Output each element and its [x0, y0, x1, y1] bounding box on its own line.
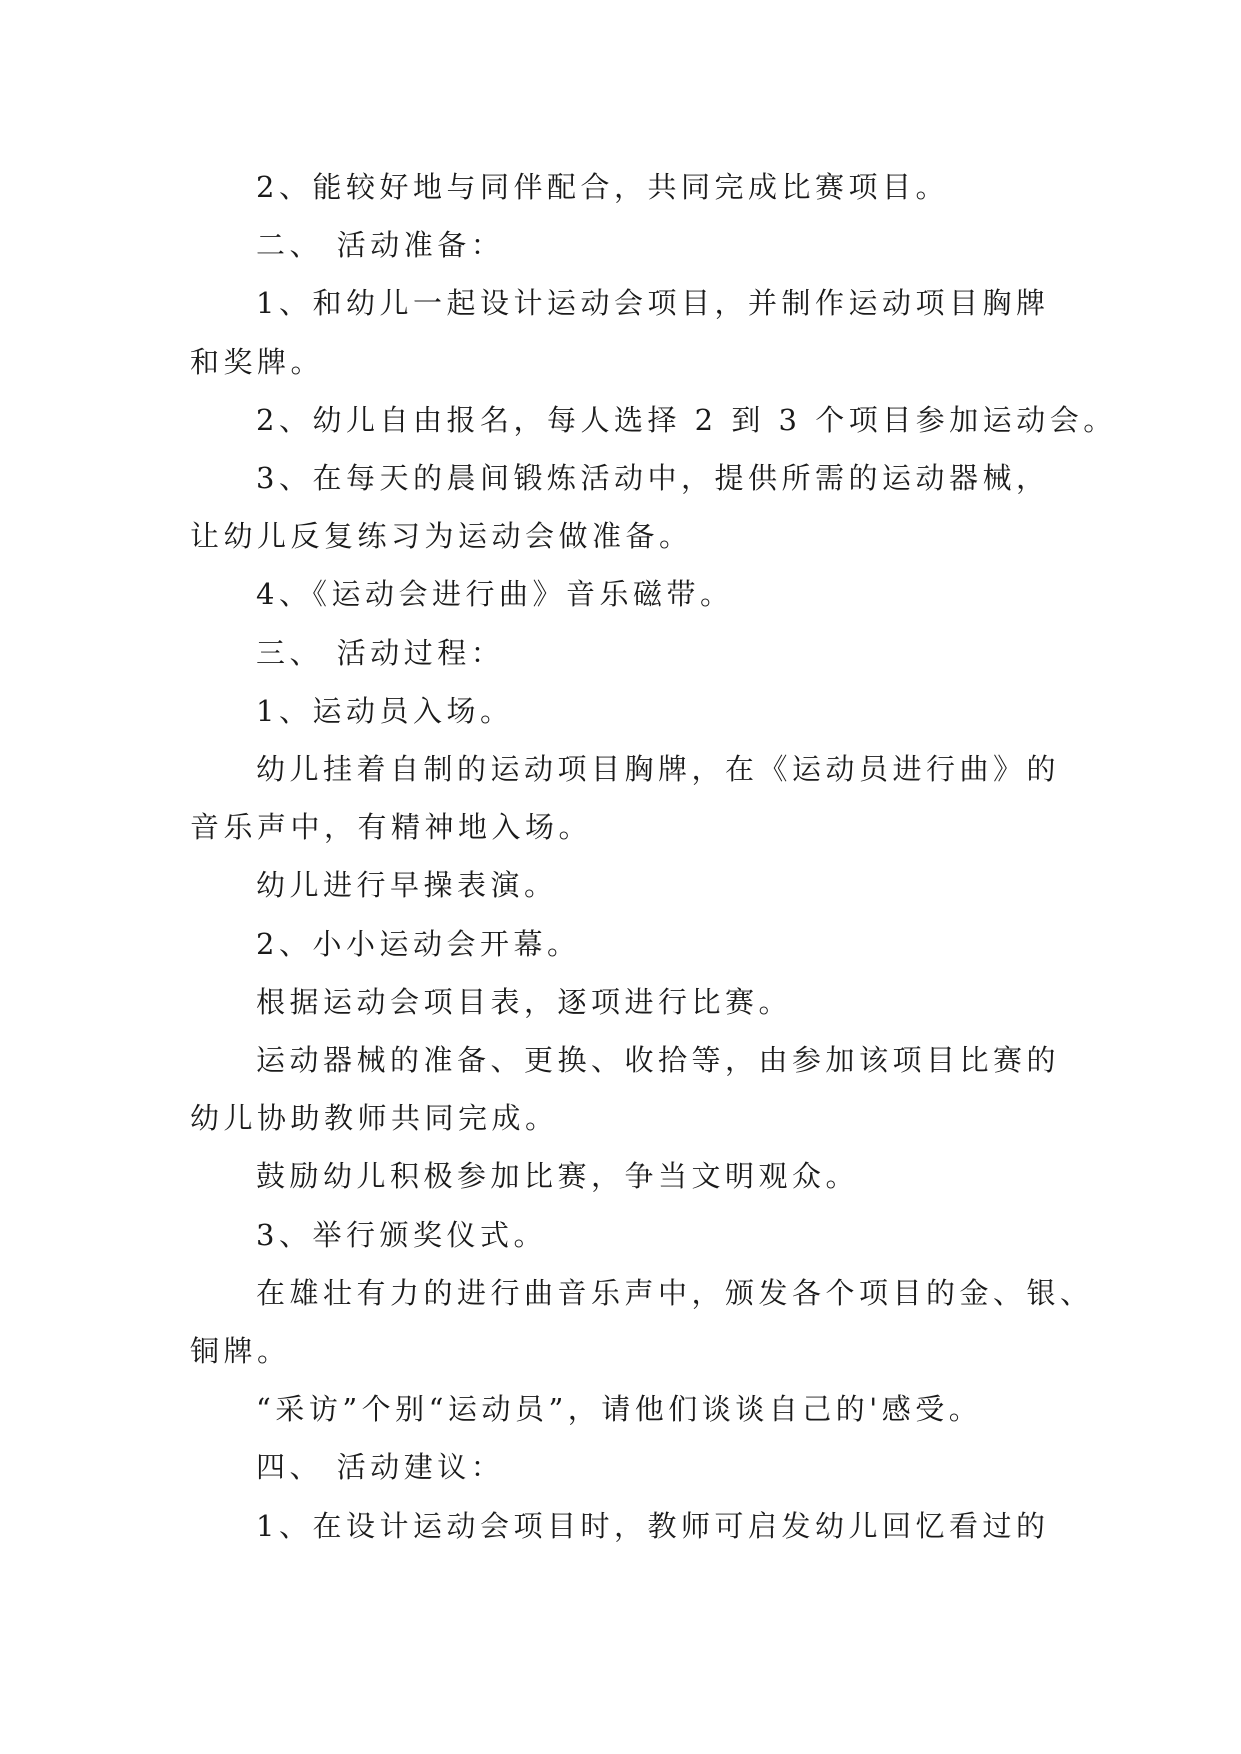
text-line: 幼儿进行早操表演。	[256, 868, 558, 903]
text-line: 2、小小运动会开幕。	[256, 926, 581, 961]
text-line: 根据运动会项目表，逐项进行比赛。	[256, 984, 793, 1019]
text-line: 让幼儿反复练习为运动会做准备。	[190, 519, 693, 554]
document-body	[190, 158, 1117, 1555]
text-line: 在雄壮有力的进行曲音乐声中，颁发各个项目的金、银、	[256, 1275, 1094, 1310]
text-line: 音乐声中，有精神地入场。	[190, 810, 593, 845]
text-line: 2、能较好地与同伴配合，共同完成比赛项目。	[256, 170, 949, 204]
text-line: 1、在设计运动会项目时，教师可启发幼儿回忆看过的	[256, 1508, 1050, 1543]
text-line: 2、幼儿自由报名，每人选择 2 到 3 个项目参加运动会。	[256, 402, 1117, 437]
text-line: 3、举行颁奖仪式。	[256, 1217, 547, 1252]
text-line: 幼儿挂着自制的运动项目胸牌，在《运动员进行曲》的	[256, 752, 1061, 787]
text-line: 幼儿协助教师共同完成。	[190, 1101, 559, 1136]
text-line: “采访”个别“运动员”，请他们谈谈自己的'感受。	[256, 1392, 983, 1427]
text-line: 鼓励幼儿积极参加比赛，争当文明观众。	[256, 1159, 860, 1194]
text-line: 1、和幼儿一起设计运动会项目，并制作运动项目胸牌	[256, 286, 1050, 321]
text-line: 运动器械的准备、更换、收拾等，由参加该项目比赛的	[256, 1043, 1061, 1078]
text-line: 1、运动员入场。	[256, 693, 514, 728]
section-heading: 二、 活动准备：	[256, 228, 505, 263]
text-line: 和奖牌。	[190, 344, 325, 379]
text-line: 3、在每天的晨间锻炼活动中，提供所需的运动器械，	[256, 461, 1050, 496]
text-line: 4、《运动会进行曲》音乐磁带。	[256, 577, 734, 612]
text-line: 铜牌。	[190, 1334, 291, 1369]
section-heading: 三、 活动过程：	[256, 635, 505, 670]
section-heading: 四、 活动建议：	[256, 1450, 505, 1485]
